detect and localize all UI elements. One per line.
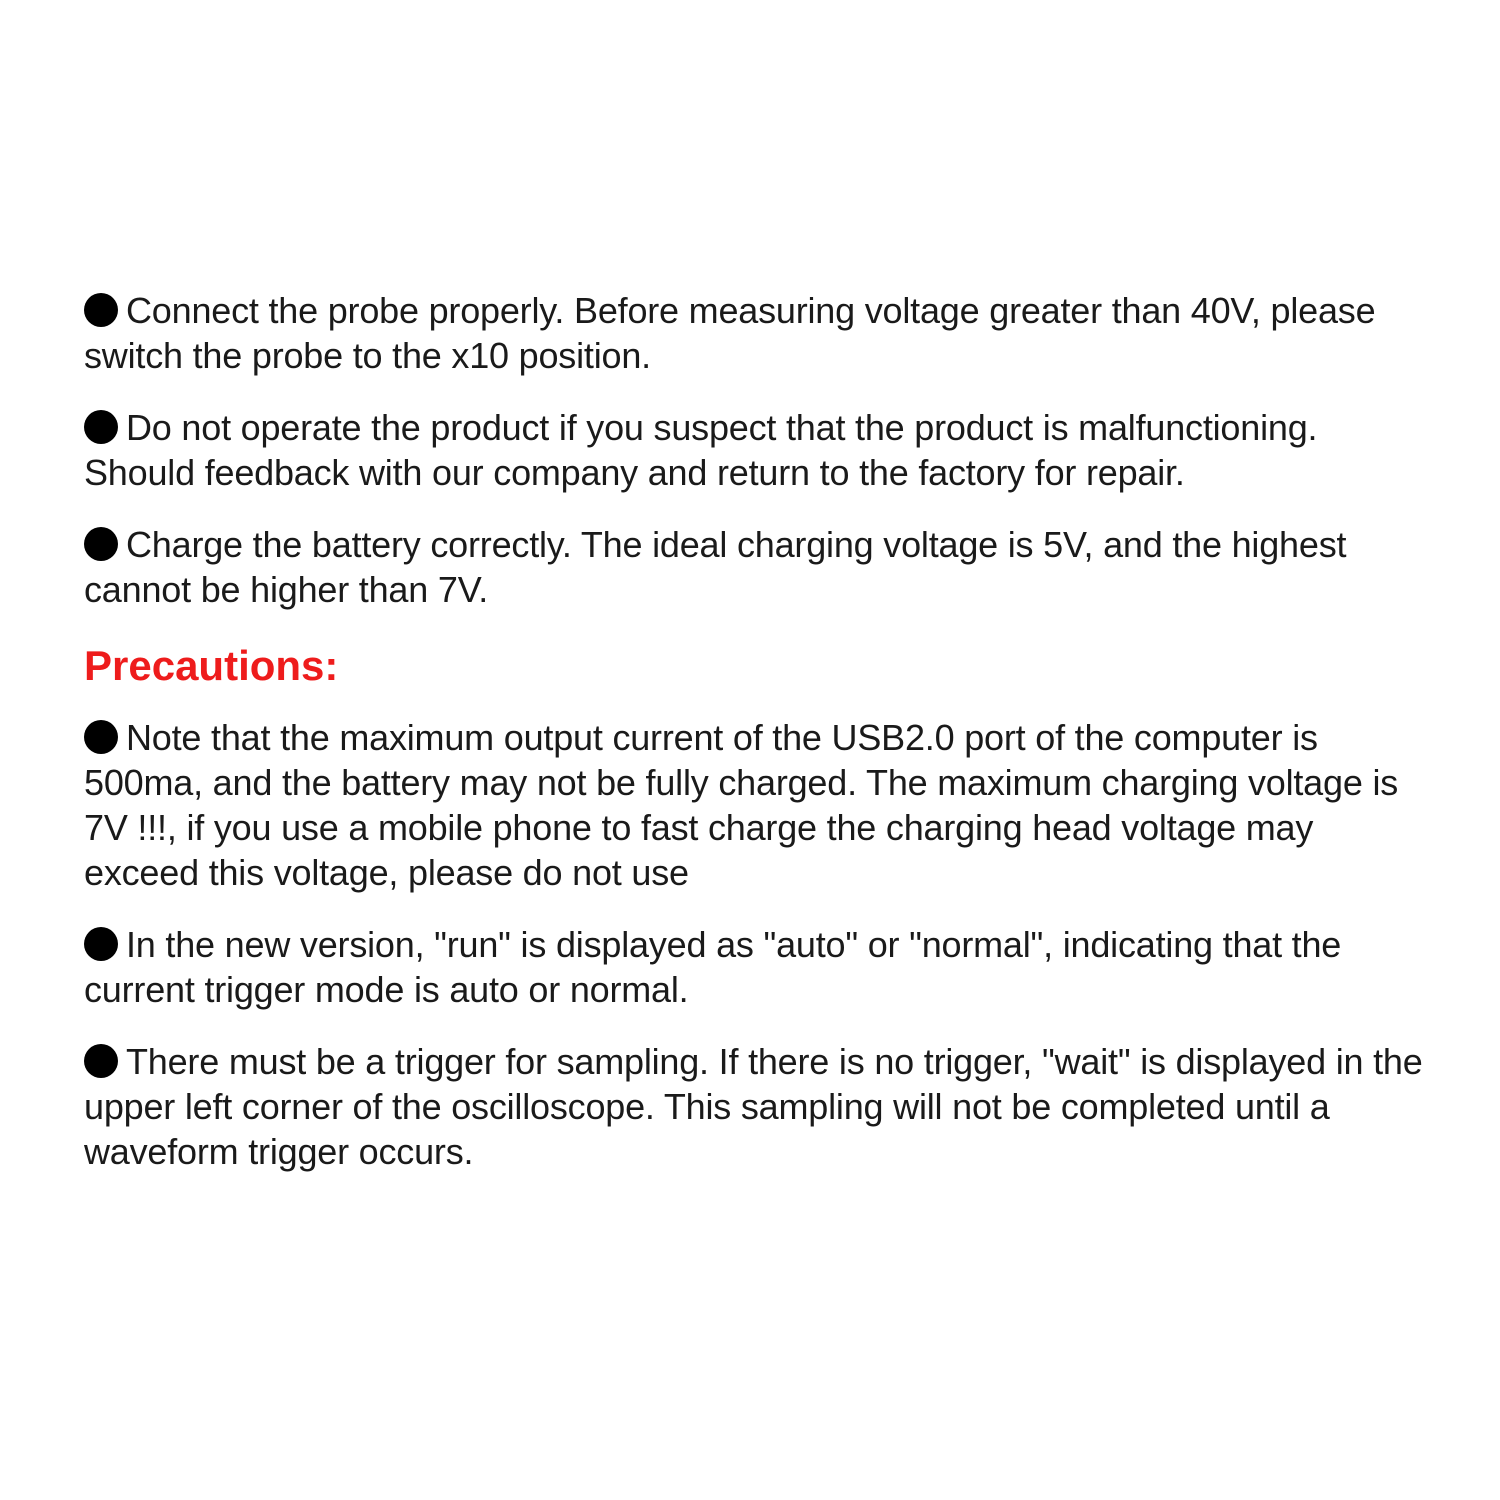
list-item — [84, 922, 1434, 1012]
list-item-text: Do not operate the product if you suspect that the product is malfunctioning. Should feedback with our company and return to the factory for repair. — [84, 407, 1318, 493]
list-item — [84, 715, 1434, 895]
bullet-icon — [84, 1044, 118, 1078]
precautions-heading: Precautions: — [84, 642, 339, 689]
bullet-icon — [84, 293, 118, 327]
list-item-text: Charge the battery correctly. The ideal charging voltage is 5V, and the highest cannot be higher than 7V. — [84, 524, 1347, 610]
list-item — [84, 405, 1434, 495]
bullet-icon — [84, 527, 118, 561]
bullet-icon — [84, 927, 118, 961]
list-item-text: There must be a trigger for sampling. If there is no trigger, "wait" is displayed in the upper left corner of the oscilloscope. This sampling will not be completed until a waveform trigger occurs. — [84, 1041, 1423, 1172]
list-item-text: Note that the maximum output current of the USB2.0 port of the computer is 500ma, and the battery may not be fully charged. The maximum charging voltage is 7V !!!, if you use a mobile phone to fast charge the charging head voltage may exceed this voltage, please do not use — [84, 717, 1399, 893]
bullet-icon — [84, 410, 118, 444]
list-item-text: Connect the probe properly. Before measuring voltage greater than 40V, please switch the probe to the x10 position. — [84, 290, 1376, 376]
list-item-text: In the new version, "run" is displayed as "auto" or "normal", indicating that the current trigger mode is auto or normal. — [84, 924, 1342, 1010]
document-body — [84, 288, 1434, 1201]
list-item — [84, 288, 1434, 378]
list-item — [84, 1039, 1434, 1174]
list-item — [84, 522, 1434, 612]
bullet-icon — [84, 720, 118, 754]
